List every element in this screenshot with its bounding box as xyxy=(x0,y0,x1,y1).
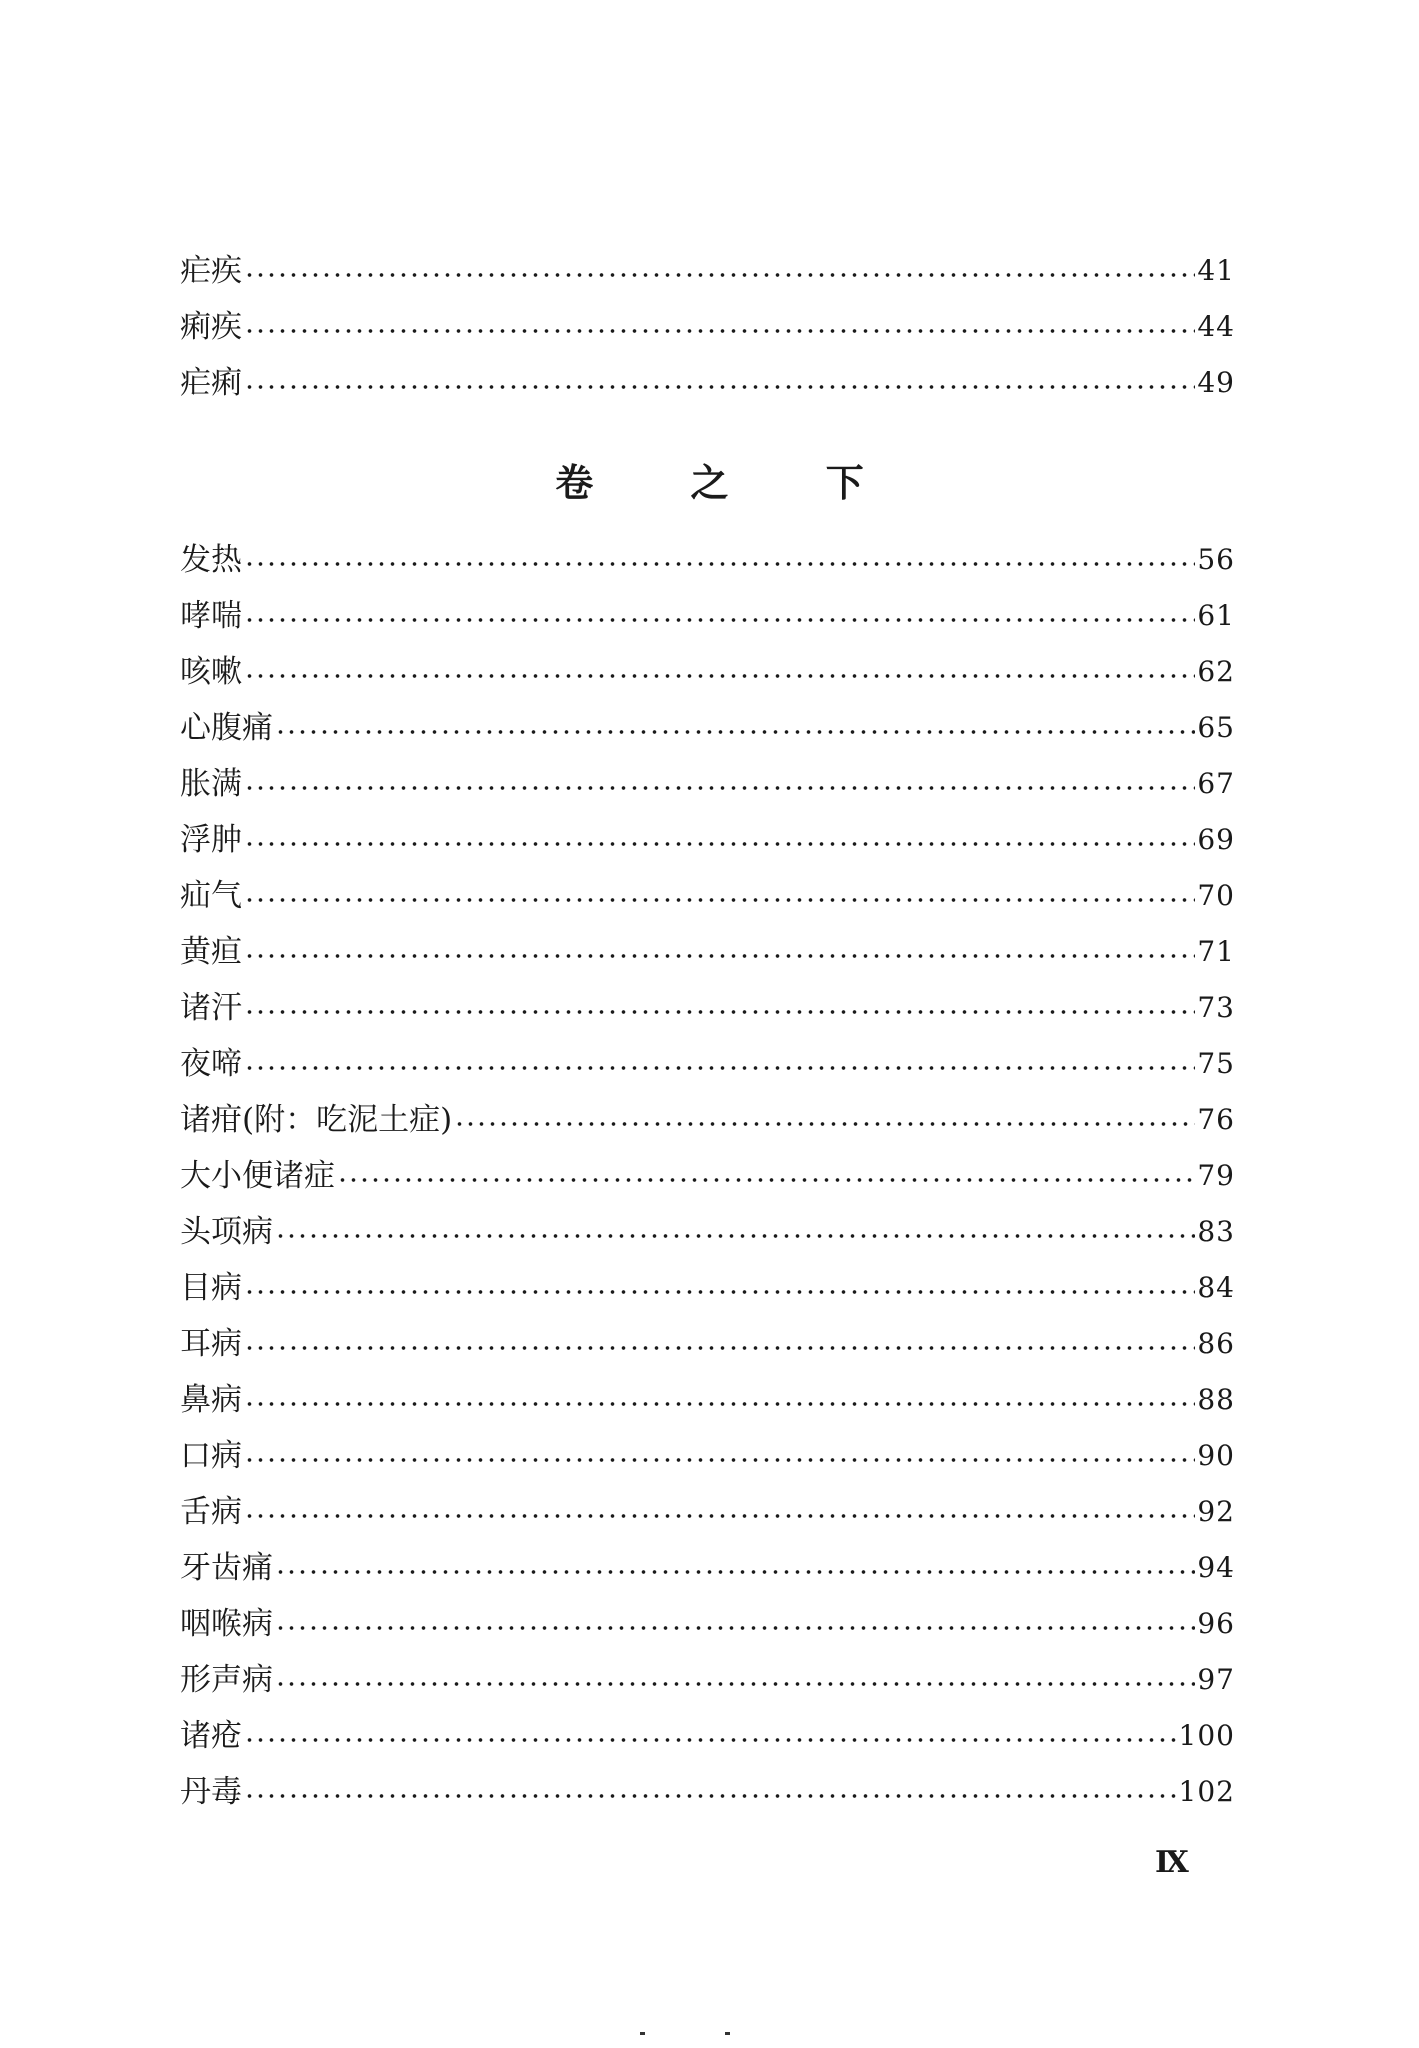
toc-entry-page: 71 xyxy=(1197,935,1235,968)
toc-entry xyxy=(180,532,1235,588)
toc-entry-title: 牙齿痛 xyxy=(180,1550,273,1586)
toc-entry-title: 诸疮 xyxy=(180,1718,242,1754)
toc-entry-page: 84 xyxy=(1197,1271,1235,1304)
toc-entry xyxy=(180,812,1235,868)
toc-entry-page: 41 xyxy=(1197,254,1235,287)
toc-entry xyxy=(180,243,1235,299)
toc-entry xyxy=(180,1764,1235,1820)
dot-leader xyxy=(244,562,1195,566)
toc-entry xyxy=(180,644,1235,700)
toc-entry xyxy=(180,1540,1235,1596)
toc-entry xyxy=(180,924,1235,980)
toc-entry-title: 形声病 xyxy=(180,1662,273,1698)
toc-entry xyxy=(180,1372,1235,1428)
toc-entry xyxy=(180,1652,1235,1708)
toc-entry-page: 83 xyxy=(1197,1215,1235,1248)
section-heading: 卷 之 下 xyxy=(555,460,906,505)
toc-entry-title: 头项病 xyxy=(180,1214,273,1250)
toc-entry xyxy=(180,355,1235,411)
dot-leader xyxy=(244,1514,1195,1518)
toc-entry-page: 90 xyxy=(1197,1439,1235,1472)
toc-entry-title: 疟痢 xyxy=(180,365,242,401)
toc-entry-page: 102 xyxy=(1178,1775,1235,1808)
dot-leader xyxy=(244,1346,1195,1350)
toc-entry xyxy=(180,588,1235,644)
toc-entry-title: 目病 xyxy=(180,1270,242,1306)
dot-leader xyxy=(275,1570,1195,1574)
toc-entry-page: 86 xyxy=(1197,1327,1235,1360)
dot-leader xyxy=(244,329,1195,333)
toc-entry xyxy=(180,756,1235,812)
toc-entry-title: 耳病 xyxy=(180,1326,242,1362)
toc-entry-page: 56 xyxy=(1197,543,1235,576)
toc-entry-page: 69 xyxy=(1197,823,1235,856)
toc-entry-title: 口病 xyxy=(180,1438,242,1474)
toc-entry-page: 100 xyxy=(1178,1719,1235,1752)
scan-specks xyxy=(640,2020,810,2039)
toc-entry xyxy=(180,1092,1235,1148)
toc-entry-page: 49 xyxy=(1197,366,1235,399)
toc-entry xyxy=(180,1596,1235,1652)
toc-entry xyxy=(180,1036,1235,1092)
dot-leader xyxy=(244,898,1195,902)
toc-entry xyxy=(180,1260,1235,1316)
toc-entry-title: 痢疾 xyxy=(180,309,242,345)
toc-entry-title: 胀满 xyxy=(180,766,242,802)
dot-leader xyxy=(244,1290,1195,1294)
dot-leader xyxy=(244,1458,1195,1462)
toc-entry-page: 94 xyxy=(1197,1551,1235,1584)
dot-leader xyxy=(244,842,1195,846)
toc-entry-page: 79 xyxy=(1197,1159,1235,1192)
toc-entry-title: 心腹痛 xyxy=(180,710,273,746)
toc-entry-page: 96 xyxy=(1197,1607,1235,1640)
dot-leader xyxy=(275,1682,1195,1686)
toc-entry-title: 舌病 xyxy=(180,1494,242,1530)
toc-entry-title: 哮喘 xyxy=(180,598,242,634)
dot-leader xyxy=(244,273,1195,277)
toc-entry xyxy=(180,1316,1235,1372)
toc-entry-page: 44 xyxy=(1197,310,1235,343)
toc-entry-title: 丹毒 xyxy=(180,1774,242,1810)
dot-leader xyxy=(337,1178,1195,1182)
dot-leader xyxy=(244,1010,1195,1014)
dot-leader xyxy=(244,954,1195,958)
dot-leader xyxy=(244,1738,1177,1742)
toc-entry-page: 73 xyxy=(1197,991,1235,1024)
toc-entry-page: 76 xyxy=(1197,1103,1235,1136)
dot-leader xyxy=(244,1066,1195,1070)
toc-entry-page: 97 xyxy=(1197,1663,1235,1696)
toc-entry-page: 65 xyxy=(1197,711,1235,744)
toc-entry-title: 黄疸 xyxy=(180,934,242,970)
toc-entry xyxy=(180,1148,1235,1204)
dot-leader xyxy=(244,618,1195,622)
toc-entry-page: 61 xyxy=(1197,599,1235,632)
toc-entry xyxy=(180,1708,1235,1764)
toc-entry xyxy=(180,299,1235,355)
toc-entry-page: 62 xyxy=(1197,655,1235,688)
toc-entry-title: 诸疳(附：吃泥土症) xyxy=(180,1102,453,1138)
toc-entry-title: 发热 xyxy=(180,542,242,578)
toc-entry-title: 咽喉病 xyxy=(180,1606,273,1642)
toc-entry xyxy=(180,980,1235,1036)
toc-list-lower xyxy=(180,532,1235,1820)
toc-entry-title: 诸汗 xyxy=(180,990,242,1026)
dot-leader xyxy=(244,786,1195,790)
dot-leader xyxy=(244,1794,1177,1798)
dot-leader xyxy=(275,1626,1195,1630)
toc-entry-title: 夜啼 xyxy=(180,1046,242,1082)
toc-entry-page: 75 xyxy=(1197,1047,1235,1080)
toc-entry xyxy=(180,1484,1235,1540)
dot-leader xyxy=(275,730,1195,734)
toc-entry-title: 咳嗽 xyxy=(180,654,242,690)
dot-leader xyxy=(454,1122,1195,1126)
toc-entry xyxy=(180,700,1235,756)
toc-entry xyxy=(180,1204,1235,1260)
toc-entry-page: 67 xyxy=(1197,767,1235,800)
dot-leader xyxy=(244,674,1195,678)
dot-leader xyxy=(244,1402,1195,1406)
toc-entry-title: 浮肿 xyxy=(180,822,242,858)
dot-leader xyxy=(275,1234,1195,1238)
toc-entry-title: 疟疾 xyxy=(180,253,242,289)
toc-list-upper xyxy=(180,243,1235,411)
page-number: Ⅸ xyxy=(1155,1845,1189,1880)
toc-entry xyxy=(180,868,1235,924)
toc-entry xyxy=(180,1428,1235,1484)
toc-entry-page: 88 xyxy=(1197,1383,1235,1416)
toc-entry-page: 70 xyxy=(1197,879,1235,912)
toc-entry-page: 92 xyxy=(1197,1495,1235,1528)
toc-entry-title: 疝气 xyxy=(180,878,242,914)
dot-leader xyxy=(244,385,1195,389)
toc-entry-title: 鼻病 xyxy=(180,1382,242,1418)
toc-entry-title: 大小便诸症 xyxy=(180,1158,335,1194)
